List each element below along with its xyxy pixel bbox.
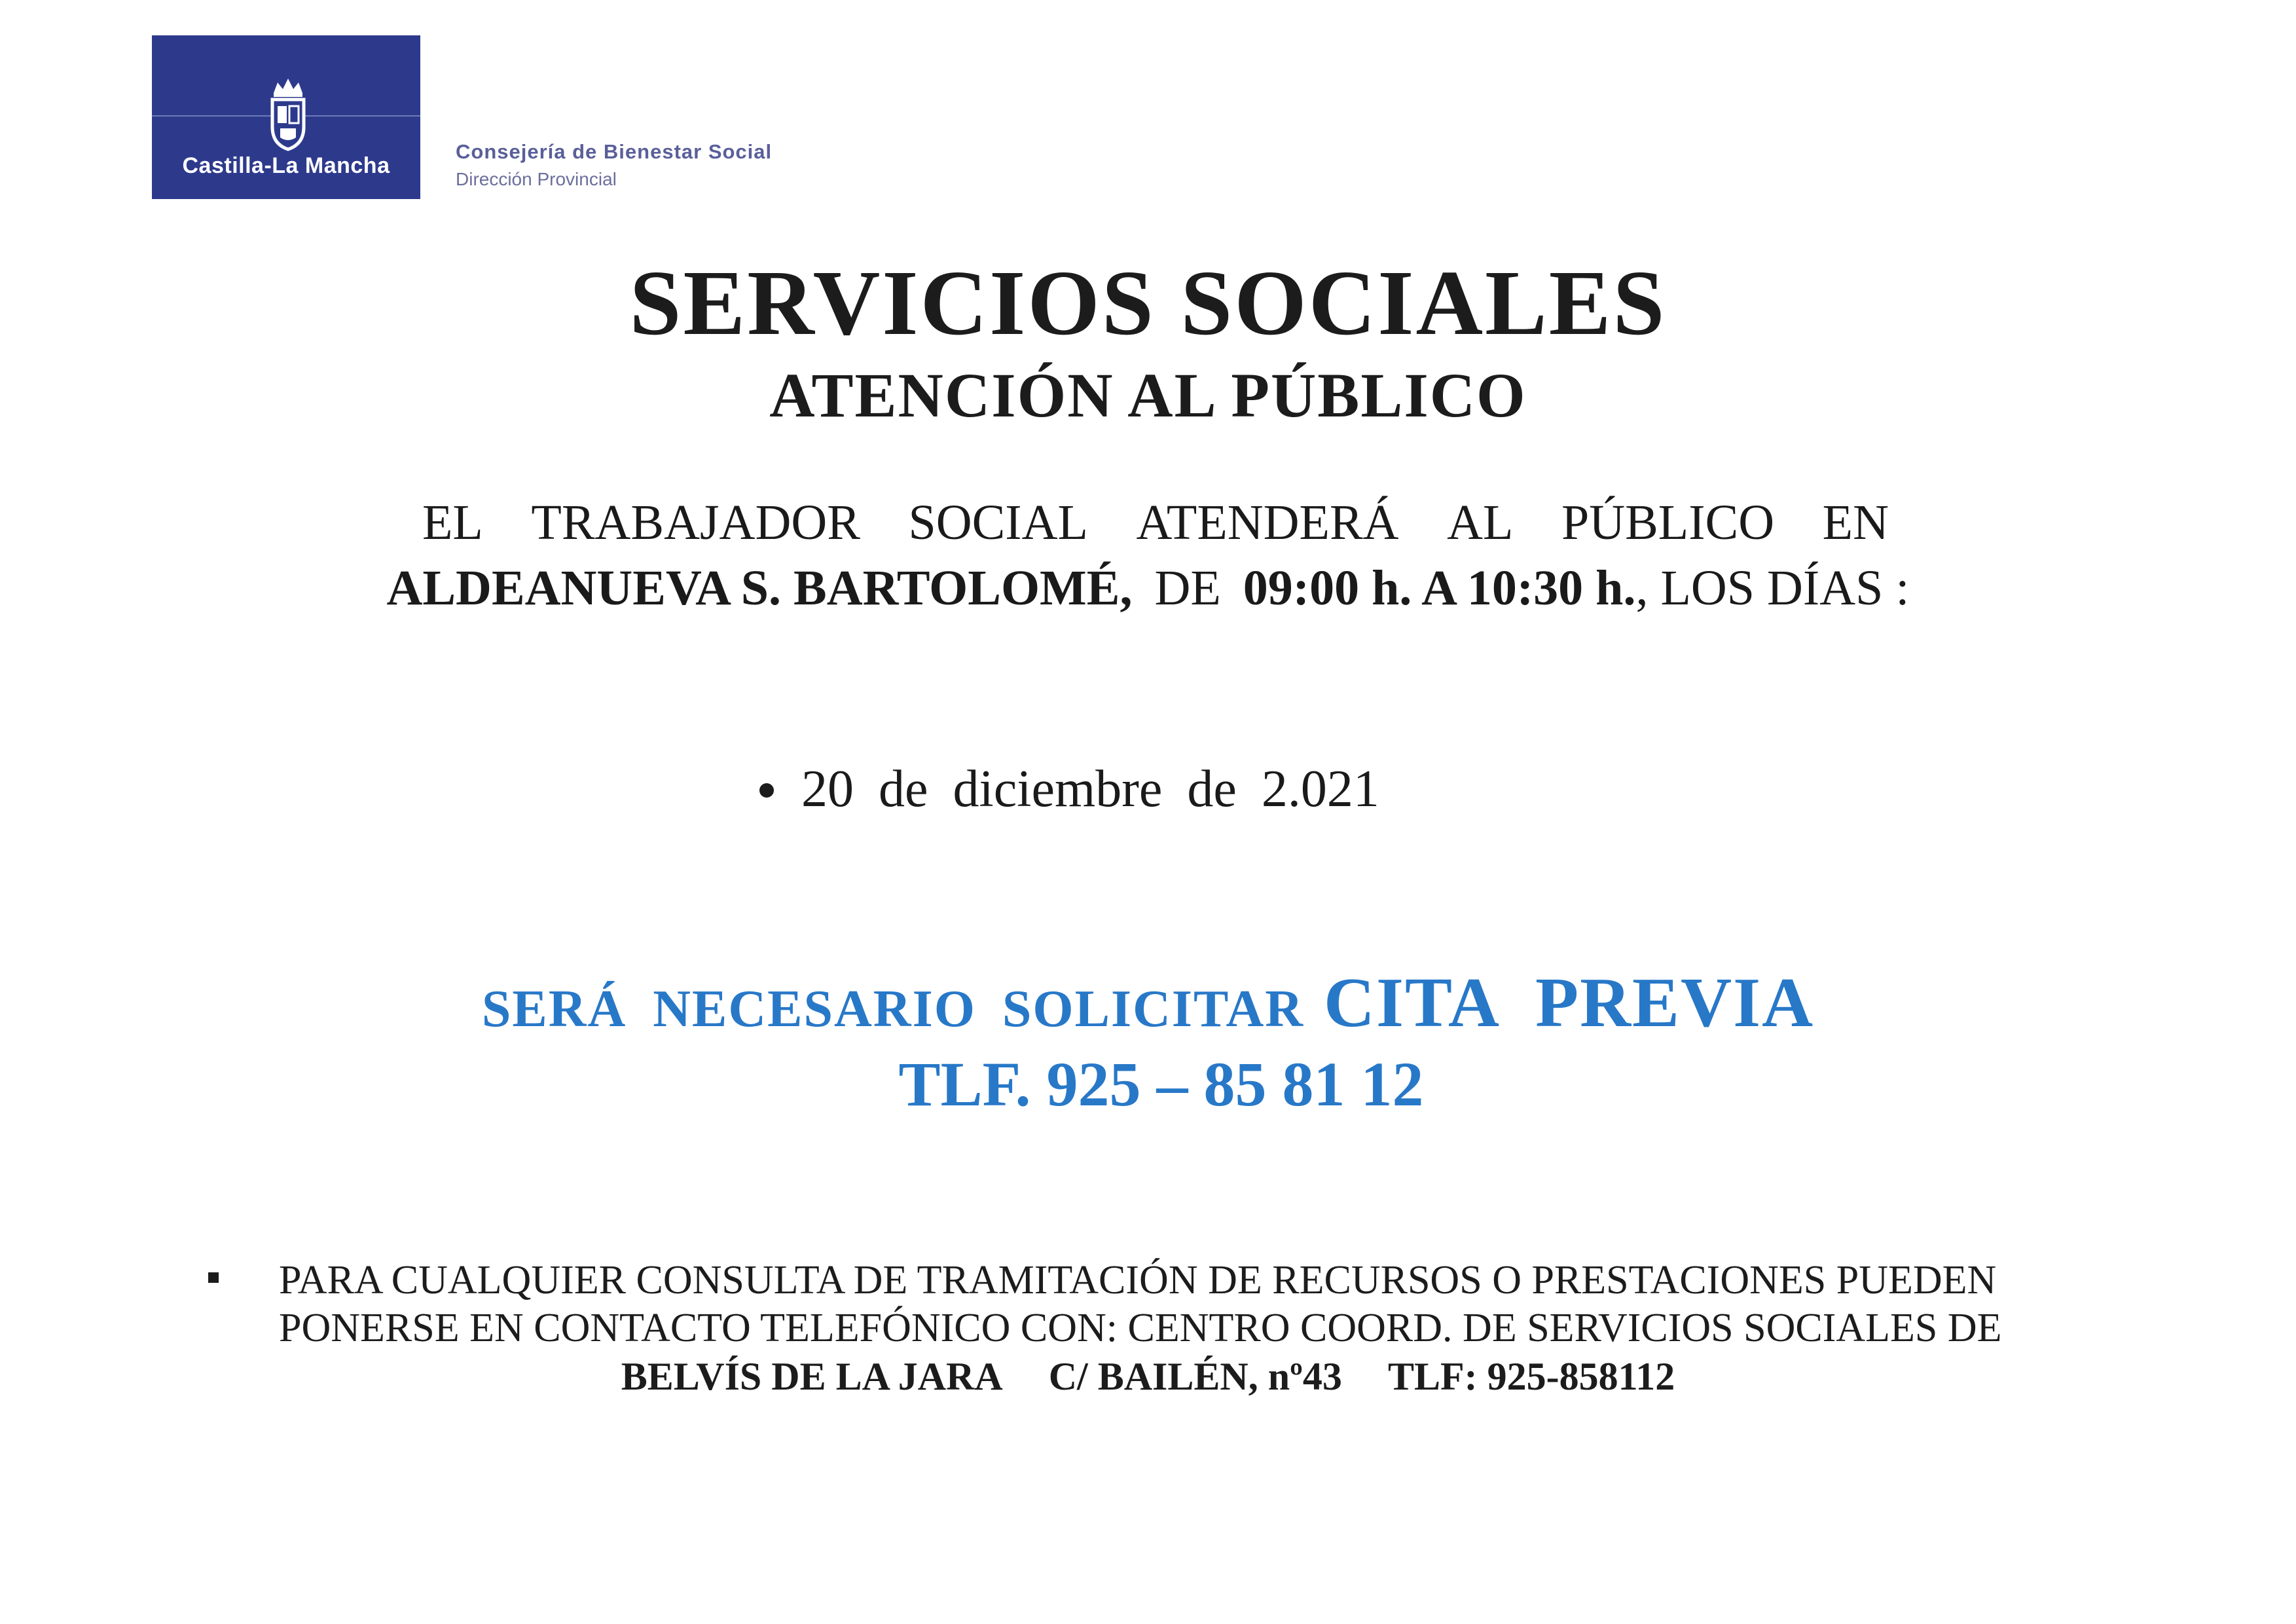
- page-subtitle: ATENCIÓN AL PÚBLICO: [769, 360, 1527, 430]
- statement-de: DE: [1154, 561, 1221, 616]
- contact-address: C/ BAILÉN, nº43: [1048, 1355, 1342, 1398]
- note-contact-line: [0, 1354, 2296, 1399]
- bullet-icon: [759, 783, 774, 798]
- statement-tail: , LOS DÍAS :: [1635, 561, 1910, 616]
- note-line-1: PARA CUALQUIER CONSULTA DE TRAMITACIÓN DE RECURSOS O PRESTACIONES PUEDEN: [279, 1258, 1997, 1302]
- page-title: SERVICIOS SOCIALES: [629, 251, 1667, 354]
- appointment-notice: [0, 963, 2296, 1044]
- date-list-item: [759, 760, 1379, 819]
- square-bullet-icon: [208, 1272, 219, 1283]
- location-name: ALDEANUEVA S. BARTOLOMÉ,: [386, 561, 1133, 616]
- contact-place: BELVÍS DE LA JARA: [621, 1355, 1003, 1398]
- note-line-2: PONERSE EN CONTACTO TELEFÓNICO CON: CENTRO COORD. DE SERVICIOS SOCIALES DE: [279, 1306, 2002, 1350]
- statement-word: SOCIAL: [908, 495, 1088, 550]
- logo-text: Castilla-La Mancha: [182, 153, 390, 178]
- department-division: Dirección Provincial: [456, 169, 617, 189]
- statement-line-1: [422, 494, 1889, 551]
- statement-word: ATENDERÁ: [1136, 495, 1399, 550]
- statement-word: EL: [422, 495, 483, 550]
- time-range: 09:00 h. A 10:30 h.: [1243, 561, 1636, 616]
- contact-phone: TLF: 925-858112: [1387, 1355, 1675, 1398]
- appointment-prefix: SERÁ NECESARIO SOLICITAR: [481, 980, 1305, 1038]
- statement-word: TRABAJADOR: [531, 495, 860, 550]
- statement-word: AL: [1447, 495, 1514, 550]
- department-name: Consejería de Bienestar Social: [456, 140, 773, 163]
- statement-line-2: [0, 560, 2296, 617]
- appointment-emphasis: CITA PREVIA: [1324, 964, 1815, 1042]
- crown-crest-icon: [268, 73, 308, 152]
- statement-word: EN: [1822, 495, 1889, 550]
- date-text: 20 de diciembre de 2.021: [801, 760, 1379, 818]
- appointment-phone: TLF. 925 – 85 81 12: [898, 1049, 1424, 1119]
- castilla-la-mancha-logo: [152, 35, 420, 199]
- statement-word: PÚBLICO: [1561, 495, 1775, 550]
